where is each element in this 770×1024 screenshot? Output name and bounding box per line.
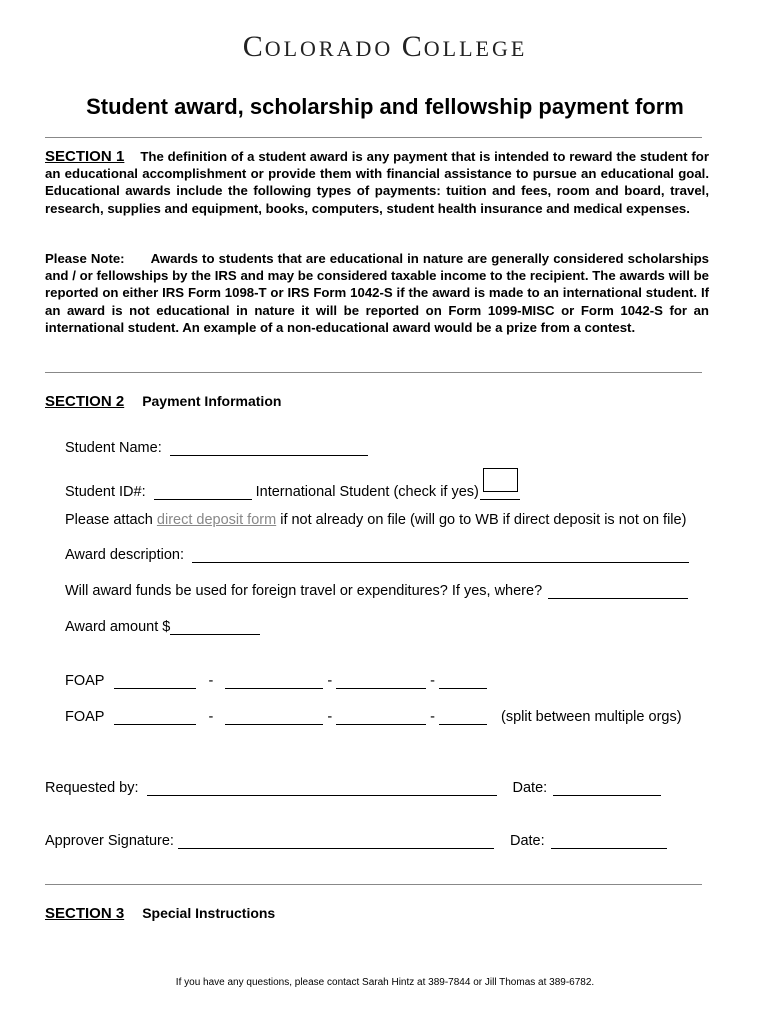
- section1-label: SECTION 1: [45, 148, 125, 165]
- approver-row: Approver Signature: Date:: [45, 833, 671, 849]
- foap-row-2: FOAP - - - (split between multiple orgs): [65, 709, 682, 725]
- approver-date-field[interactable]: [551, 834, 667, 849]
- foap-fund-field[interactable]: [114, 674, 196, 689]
- college-logo: COLORADO COLLEGE: [242, 30, 528, 63]
- requested-by-field[interactable]: [147, 781, 497, 796]
- student-name-row: Student Name:: [65, 440, 372, 456]
- divider: [45, 884, 702, 885]
- foap-row-1: FOAP - - -: [65, 673, 491, 689]
- foap-account-field[interactable]: [336, 710, 426, 725]
- section3-title: Special Instructions: [142, 905, 276, 921]
- form-title: Student award, scholarship and fellowship payment form: [86, 94, 684, 119]
- foap-program-field[interactable]: [439, 710, 487, 725]
- split-note: (split between multiple orgs): [501, 709, 682, 725]
- approver-signature-field[interactable]: [178, 834, 494, 849]
- requested-by-row: Requested by: Date:: [45, 780, 665, 796]
- section3-heading: [45, 905, 275, 922]
- international-student-checkbox[interactable]: [483, 468, 518, 492]
- award-amount-field[interactable]: [170, 620, 260, 635]
- direct-deposit-row: Please attach direct deposit form if not already on file (will go to WB if direct deposit is not on file): [65, 512, 687, 528]
- section3-label: SECTION 3: [45, 905, 125, 922]
- requested-date-field[interactable]: [553, 781, 661, 796]
- student-id-row: Student ID#: International Student (check if yes): [65, 476, 520, 500]
- foap-org-field[interactable]: [225, 710, 323, 725]
- section2-label: SECTION 2: [45, 393, 125, 410]
- award-description-field[interactable]: [192, 548, 689, 563]
- direct-deposit-form-link[interactable]: direct deposit form: [156, 512, 277, 528]
- section2-title: Payment Information: [142, 393, 282, 409]
- foreign-travel-row: Will award funds be used for foreign travel or expenditures? If yes, where?: [65, 583, 692, 599]
- student-name-field[interactable]: [170, 441, 368, 456]
- foap-fund-field[interactable]: [114, 710, 196, 725]
- section2-heading: [45, 393, 281, 410]
- divider: [45, 372, 702, 373]
- contact-footer: If you have any questions, please contact Sarah Hintz at 389-7844 or Jill Thomas at 389-6782.: [175, 977, 595, 988]
- award-description-row: Award description:: [65, 547, 693, 563]
- foreign-travel-field[interactable]: [548, 584, 688, 599]
- section1-definition: SECTION 1 The definition of a student award is any payment that is intended to reward the student for an educational accomplishment or provide them with financial assistance to pursue an educational goal. Educational awards include the following types of payments: tuition and fees, room and board, travel, research, supplies and equipment, books, computers, student health insurance and medical expenses.: [45, 148, 709, 216]
- note-label: Please Note:: [45, 251, 125, 266]
- award-amount-row: Award amount $: [65, 619, 264, 635]
- foap-account-field[interactable]: [336, 674, 426, 689]
- foap-org-field[interactable]: [225, 674, 323, 689]
- student-id-field[interactable]: [154, 485, 252, 500]
- section1-note: Please Note: Awards to students that are educational in nature are generally considered scholarships and / or fellowships by the IRS and may be considered taxable income to the recipient. The awards will be reported on either IRS Form 1098-T or IRS Form 1042-S if the award is made to an international student. If an award is not educational in nature it will be reported on Form 1099-MISC or Form 1042-S for an international student. An example of a non-educational award would be a prize from a contest.: [45, 251, 709, 335]
- divider: [45, 137, 702, 138]
- foap-program-field[interactable]: [439, 674, 487, 689]
